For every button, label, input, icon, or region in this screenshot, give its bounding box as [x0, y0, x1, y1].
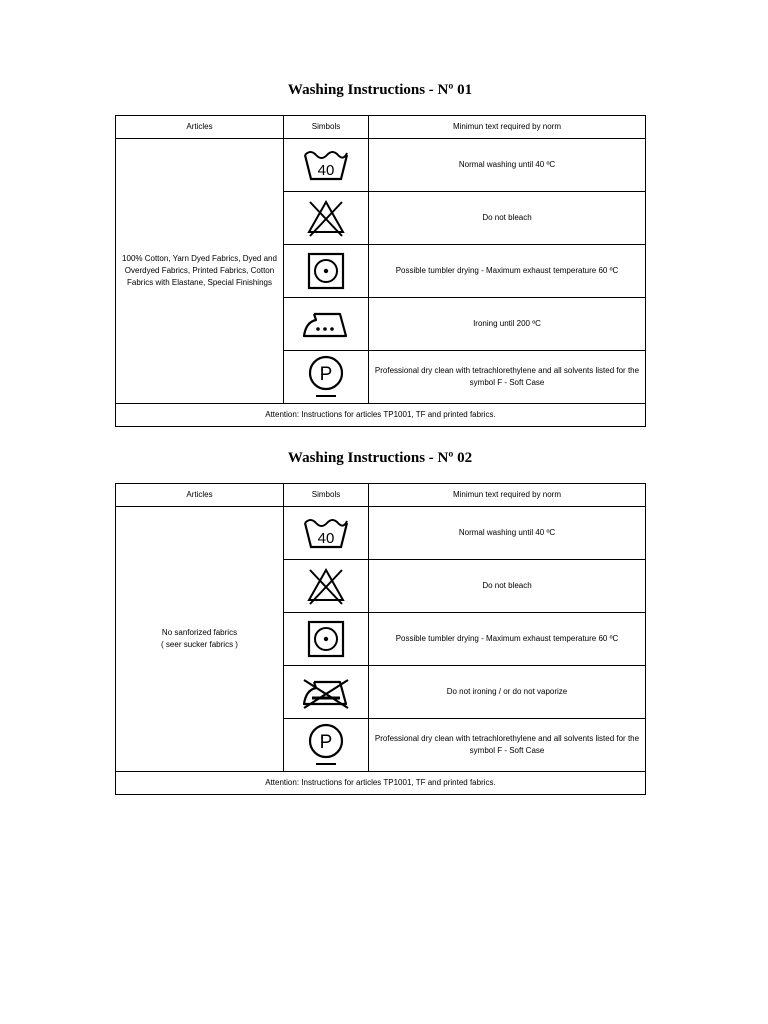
symbol-cell — [284, 139, 369, 192]
do-not-iron-icon — [300, 674, 352, 710]
articles-text-line: No sanforized fabrics — [161, 628, 238, 637]
instruction-text: Normal washing until 40 ºC — [369, 507, 646, 560]
tumble-dry-icon — [306, 619, 346, 659]
wash-40-icon — [302, 147, 350, 183]
wash-temp-label: 40 — [317, 162, 335, 179]
articles-text: 100% Cotton, Yarn Dyed Fabrics, Dyed and Overdyed Fabrics, Printed Fabrics, Cotton Fabrics with Elastane, Special Finishings — [122, 254, 277, 287]
instruction-text: Professional dry clean with tetrachlorethylene and all solvents listed for the symbol F - Soft Case — [369, 719, 646, 772]
dry-clean-p-icon — [306, 354, 346, 400]
instruction-text: Possible tumbler drying - Maximum exhaust temperature 60 ºC — [369, 245, 646, 298]
symbol-cell — [284, 298, 369, 351]
attention-note: Attention: Instructions for articles TP1001, TF and printed fabrics. — [116, 404, 646, 427]
instructions-table — [115, 483, 646, 795]
header-articles: Articles — [116, 484, 284, 507]
tumble-dry-icon — [306, 251, 346, 291]
dry-clean-letter: P — [319, 732, 333, 753]
note-row — [116, 772, 646, 795]
articles-cell — [116, 507, 284, 772]
dry-clean-p-icon — [306, 722, 346, 768]
do-not-bleach-icon — [304, 198, 348, 238]
instruction-text: Do not bleach — [369, 560, 646, 613]
instructions-table — [115, 115, 646, 427]
instruction-text: Professional dry clean with tetrachlorethylene and all solvents listed for the symbol F - Soft Case — [369, 351, 646, 404]
instruction-text: Do not bleach — [369, 192, 646, 245]
symbol-cell — [284, 351, 369, 404]
table-header-row — [116, 116, 646, 139]
wash-temp-label: 40 — [317, 530, 335, 547]
table-row — [116, 139, 646, 192]
header-symbols: Simbols — [284, 116, 369, 139]
articles-cell — [116, 139, 284, 404]
header-articles: Articles — [116, 116, 284, 139]
do-not-bleach-icon — [304, 566, 348, 606]
instruction-text: Ironing until 200 ºC — [369, 298, 646, 351]
attention-note: Attention: Instructions for articles TP1001, TF and printed fabrics. — [116, 772, 646, 795]
iron-200-icon — [300, 306, 352, 342]
symbol-cell — [284, 719, 369, 772]
instruction-text: Possible tumbler drying - Maximum exhaust temperature 60 ºC — [369, 613, 646, 666]
instruction-text: Do not ironing / or do not vaporize — [369, 666, 646, 719]
section-title: Washing Instructions - Nº 01 — [287, 82, 473, 98]
table-row — [116, 507, 646, 560]
note-row — [116, 404, 646, 427]
symbol-cell — [284, 192, 369, 245]
dry-clean-letter: P — [319, 364, 333, 385]
articles-text-line: ( seer sucker fabrics ) — [161, 640, 238, 649]
symbol-cell — [284, 560, 369, 613]
symbol-cell — [284, 613, 369, 666]
table-header-row — [116, 484, 646, 507]
header-symbols: Simbols — [284, 484, 369, 507]
wash-40-icon — [302, 515, 350, 551]
instruction-text: Normal washing until 40 ºC — [369, 139, 646, 192]
symbol-cell — [284, 666, 369, 719]
header-text: Minimun text required by norm — [369, 116, 646, 139]
symbol-cell — [284, 507, 369, 560]
header-text: Minimun text required by norm — [369, 484, 646, 507]
section-title: Washing Instructions - Nº 02 — [287, 450, 473, 466]
symbol-cell — [284, 245, 369, 298]
